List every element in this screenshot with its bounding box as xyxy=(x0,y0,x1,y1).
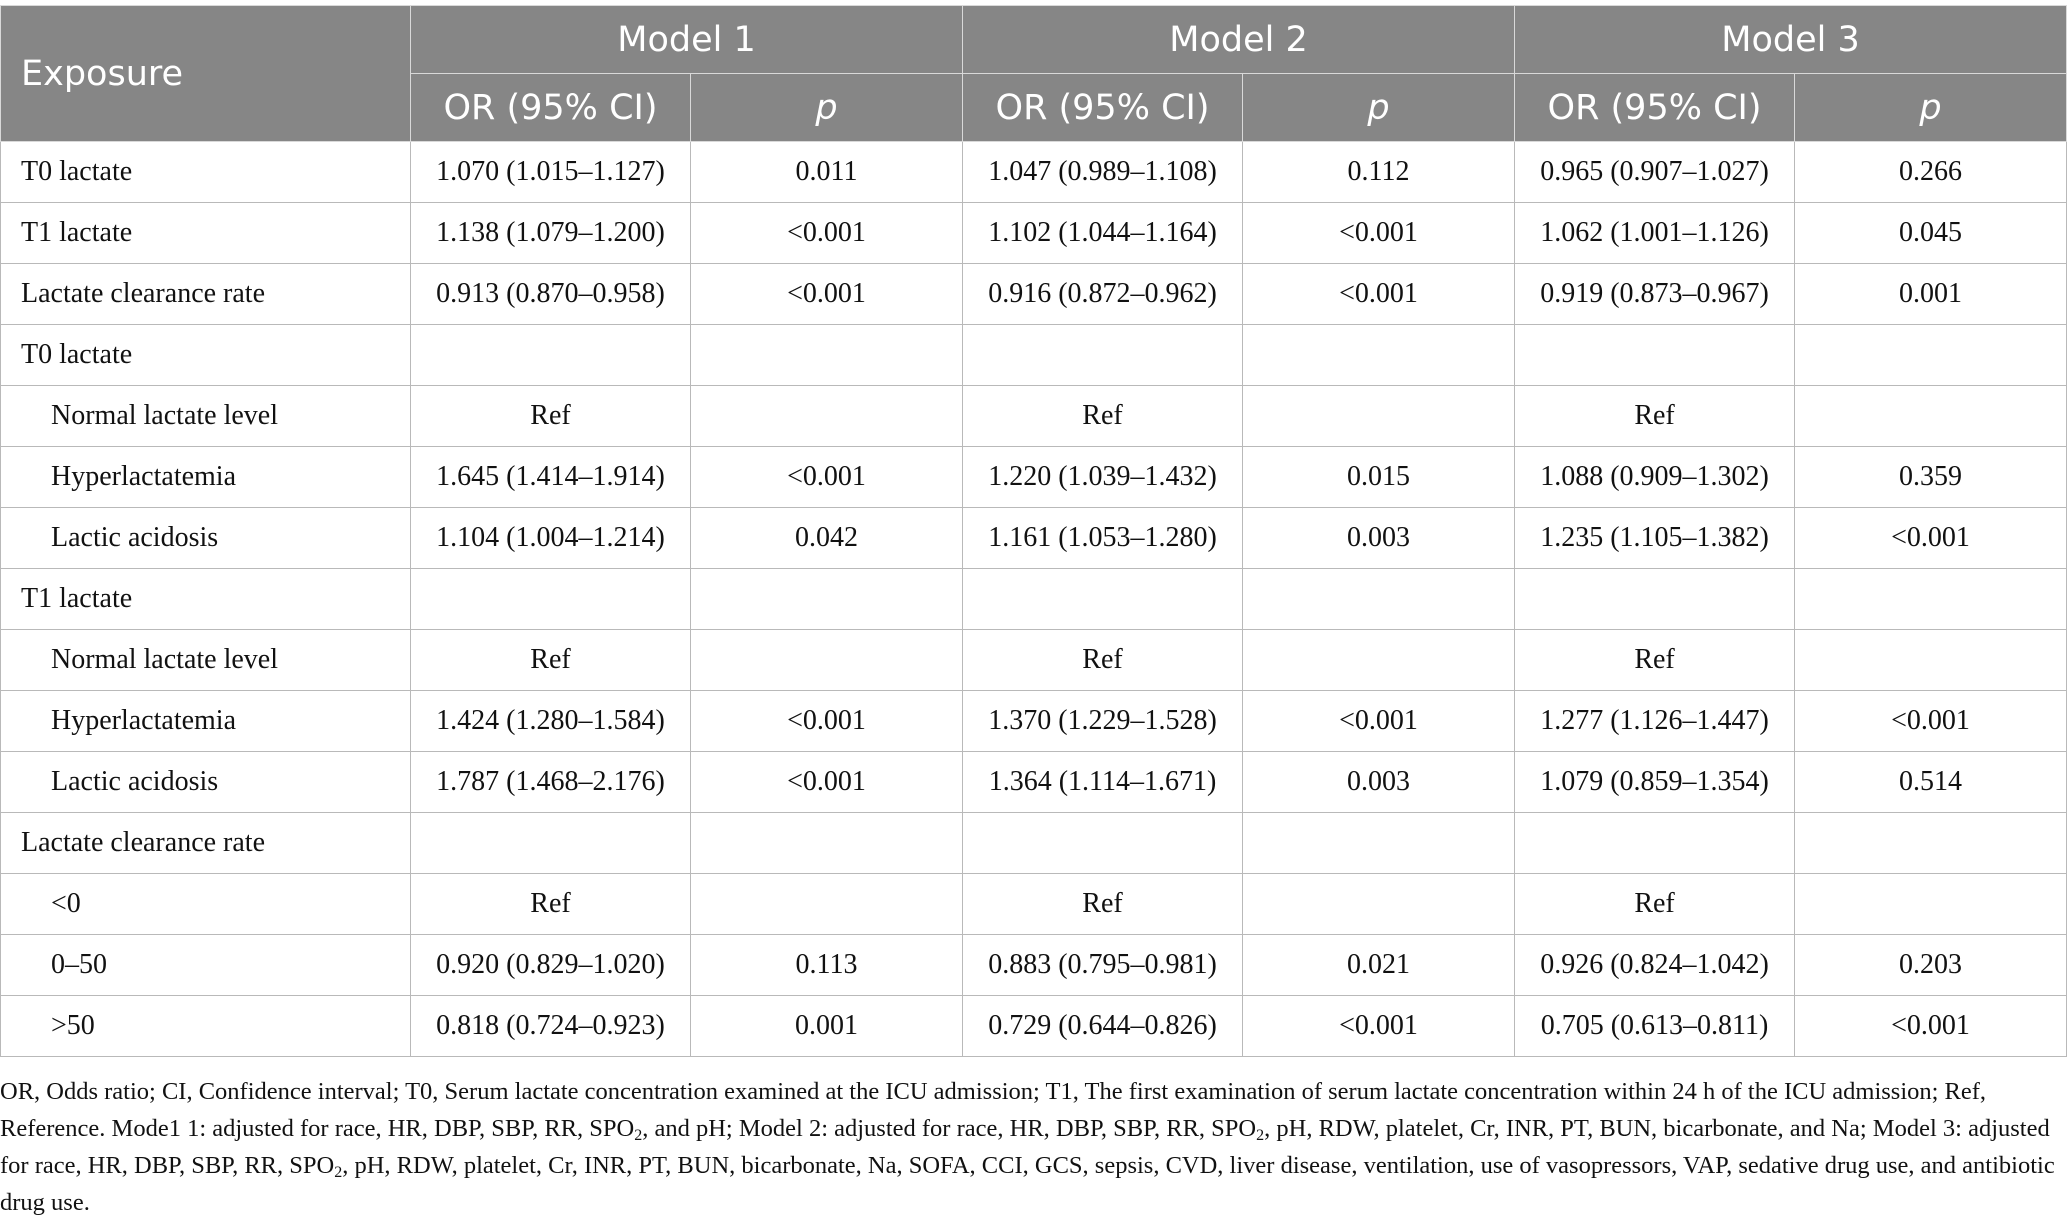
or-ci-cell: 0.913 (0.870–0.958) xyxy=(411,264,691,325)
p-value-cell: <0.001 xyxy=(691,752,963,813)
or-ci-cell: 0.818 (0.724–0.923) xyxy=(411,996,691,1057)
p-value-cell: 0.042 xyxy=(691,508,963,569)
p-value-cell xyxy=(1795,386,2067,447)
or-ci-cell: 1.364 (1.114–1.671) xyxy=(963,752,1243,813)
p-value-header: p xyxy=(1795,74,2067,142)
or-ci-cell: Ref xyxy=(963,630,1243,691)
row-label: Lactate clearance rate xyxy=(1,264,411,325)
or-ci-cell: Ref xyxy=(1515,874,1795,935)
p-value-cell: 0.113 xyxy=(691,935,963,996)
or-ci-header: OR (95% CI) xyxy=(411,74,691,142)
p-value-cell: <0.001 xyxy=(1795,996,2067,1057)
or-ci-cell: 1.220 (1.039–1.432) xyxy=(963,447,1243,508)
footnote-text: OR, Odds ratio; CI, Confidence interval; T0, Serum lactate concentration examined at the ICU admission; T1, The first examination of serum lactate concentration within 24 h of the ICU admission; Ref, Reference. Mode1 1: adjusted for race, HR, DBP, SBP, RR, SPO xyxy=(0,1078,1987,1142)
p-value-cell: <0.001 xyxy=(691,691,963,752)
row-label: T0 lactate xyxy=(1,325,411,386)
p-value-cell: 0.112 xyxy=(1243,142,1515,203)
row-label: <0 xyxy=(1,874,411,935)
subscript: 2 xyxy=(1256,1127,1265,1144)
or-ci-header: OR (95% CI) xyxy=(963,74,1243,142)
row-label: 0–50 xyxy=(1,935,411,996)
row-label: T0 lactate xyxy=(1,142,411,203)
p-value-cell xyxy=(1795,813,2067,874)
or-ci-cell xyxy=(411,325,691,386)
subscript: 2 xyxy=(334,1164,343,1181)
p-value-cell: 0.203 xyxy=(1795,935,2067,996)
table-row xyxy=(1,325,2067,386)
p-value-cell: 0.001 xyxy=(691,996,963,1057)
or-ci-cell xyxy=(1515,569,1795,630)
table-row xyxy=(1,630,2067,691)
p-value-cell xyxy=(691,874,963,935)
or-ci-cell: 1.787 (1.468–2.176) xyxy=(411,752,691,813)
row-label: Normal lactate level xyxy=(1,630,411,691)
p-value-cell: 0.045 xyxy=(1795,203,2067,264)
model-2-header: Model 2 xyxy=(963,6,1515,74)
row-label: T1 lactate xyxy=(1,569,411,630)
or-ci-cell xyxy=(1515,325,1795,386)
p-value-cell: <0.001 xyxy=(691,264,963,325)
footnote-text: , pH, RDW, platelet, Cr, INR, PT, BUN, bicarbonate, and Na; Model 3: adjusted for race, HR, DBP, SBP, RR, SPO xyxy=(0,1115,2050,1179)
or-ci-cell xyxy=(411,569,691,630)
table-row xyxy=(1,935,2067,996)
or-ci-cell: 0.729 (0.644–0.826) xyxy=(963,996,1243,1057)
p-value-cell xyxy=(1243,325,1515,386)
row-label: T1 lactate xyxy=(1,203,411,264)
or-ci-cell: Ref xyxy=(963,874,1243,935)
table-row xyxy=(1,264,2067,325)
or-ci-cell: Ref xyxy=(411,386,691,447)
p-value-cell xyxy=(1243,874,1515,935)
table-footnote xyxy=(0,1073,2055,1221)
p-value-cell: <0.001 xyxy=(691,447,963,508)
or-ci-cell: Ref xyxy=(411,874,691,935)
row-label: Hyperlactatemia xyxy=(1,447,411,508)
table-row xyxy=(1,996,2067,1057)
p-value-cell: 0.266 xyxy=(1795,142,2067,203)
or-ci-cell: 0.883 (0.795–0.981) xyxy=(963,935,1243,996)
p-value-cell xyxy=(1243,630,1515,691)
exposure-header: Exposure xyxy=(1,6,411,142)
p-value-cell xyxy=(1243,569,1515,630)
results-table-container xyxy=(0,5,2068,1057)
p-value-cell: <0.001 xyxy=(1243,264,1515,325)
p-value-cell: <0.001 xyxy=(1243,203,1515,264)
table-row xyxy=(1,508,2067,569)
or-ci-cell: 1.062 (1.001–1.126) xyxy=(1515,203,1795,264)
p-value-cell: 0.015 xyxy=(1243,447,1515,508)
p-value-cell: <0.001 xyxy=(1243,996,1515,1057)
p-value-cell: 0.003 xyxy=(1243,752,1515,813)
or-ci-cell: 0.926 (0.824–1.042) xyxy=(1515,935,1795,996)
row-label: Lactic acidosis xyxy=(1,508,411,569)
p-value-cell: 0.001 xyxy=(1795,264,2067,325)
or-ci-header: OR (95% CI) xyxy=(1515,74,1795,142)
p-value-cell: 0.021 xyxy=(1243,935,1515,996)
p-value-cell: 0.359 xyxy=(1795,447,2067,508)
or-ci-cell: 1.079 (0.859–1.354) xyxy=(1515,752,1795,813)
or-ci-cell: 1.161 (1.053–1.280) xyxy=(963,508,1243,569)
or-ci-cell xyxy=(963,325,1243,386)
or-ci-cell: 1.088 (0.909–1.302) xyxy=(1515,447,1795,508)
or-ci-cell: 1.104 (1.004–1.214) xyxy=(411,508,691,569)
model-3-header: Model 3 xyxy=(1515,6,2067,74)
or-ci-cell: 1.138 (1.079–1.200) xyxy=(411,203,691,264)
or-ci-cell: 0.919 (0.873–0.967) xyxy=(1515,264,1795,325)
or-ci-cell xyxy=(411,813,691,874)
p-value-cell xyxy=(691,813,963,874)
table-row xyxy=(1,691,2067,752)
p-value-cell: 0.011 xyxy=(691,142,963,203)
p-value-cell: <0.001 xyxy=(691,203,963,264)
p-value-cell xyxy=(691,386,963,447)
or-ci-cell: Ref xyxy=(963,386,1243,447)
p-value-cell: <0.001 xyxy=(1795,691,2067,752)
p-value-cell xyxy=(691,630,963,691)
p-value-cell xyxy=(1795,569,2067,630)
row-label: >50 xyxy=(1,996,411,1057)
p-value-cell xyxy=(1243,386,1515,447)
row-label: Lactate clearance rate xyxy=(1,813,411,874)
or-ci-cell xyxy=(963,813,1243,874)
or-ci-cell xyxy=(1515,813,1795,874)
table-row xyxy=(1,752,2067,813)
or-ci-cell: Ref xyxy=(411,630,691,691)
p-value-cell: <0.001 xyxy=(1795,508,2067,569)
or-ci-cell: 1.277 (1.126–1.447) xyxy=(1515,691,1795,752)
or-ci-cell: 0.920 (0.829–1.020) xyxy=(411,935,691,996)
table-body xyxy=(1,142,2067,1057)
table-row xyxy=(1,569,2067,630)
or-ci-cell: 1.235 (1.105–1.382) xyxy=(1515,508,1795,569)
table-row xyxy=(1,203,2067,264)
or-ci-cell: Ref xyxy=(1515,630,1795,691)
or-ci-cell: 0.916 (0.872–0.962) xyxy=(963,264,1243,325)
p-value-header: p xyxy=(691,74,963,142)
table-row xyxy=(1,874,2067,935)
or-ci-cell: 0.965 (0.907–1.027) xyxy=(1515,142,1795,203)
row-label: Normal lactate level xyxy=(1,386,411,447)
p-value-cell xyxy=(691,569,963,630)
row-label: Lactic acidosis xyxy=(1,752,411,813)
or-ci-cell: 1.424 (1.280–1.584) xyxy=(411,691,691,752)
odds-ratio-table xyxy=(0,5,2067,1057)
or-ci-cell: 1.102 (1.044–1.164) xyxy=(963,203,1243,264)
p-value-cell xyxy=(1795,874,2067,935)
table-row xyxy=(1,142,2067,203)
table-row xyxy=(1,386,2067,447)
or-ci-cell: 0.705 (0.613–0.811) xyxy=(1515,996,1795,1057)
p-value-cell xyxy=(1795,325,2067,386)
subscript: 2 xyxy=(634,1127,643,1144)
footnote-text: , and pH; Model 2: adjusted for race, HR, DBP, SBP, RR, SPO xyxy=(642,1115,1257,1142)
p-value-cell xyxy=(1795,630,2067,691)
or-ci-cell: 1.370 (1.229–1.528) xyxy=(963,691,1243,752)
header-row-models xyxy=(1,6,2067,74)
or-ci-cell: Ref xyxy=(1515,386,1795,447)
table-row xyxy=(1,447,2067,508)
p-value-cell: <0.001 xyxy=(1243,691,1515,752)
or-ci-cell: 1.070 (1.015–1.127) xyxy=(411,142,691,203)
row-label: Hyperlactatemia xyxy=(1,691,411,752)
model-1-header: Model 1 xyxy=(411,6,963,74)
table-row xyxy=(1,813,2067,874)
p-value-cell xyxy=(691,325,963,386)
p-value-cell: 0.003 xyxy=(1243,508,1515,569)
p-value-cell: 0.514 xyxy=(1795,752,2067,813)
or-ci-cell xyxy=(963,569,1243,630)
p-value-cell xyxy=(1243,813,1515,874)
footnote-text: , pH, RDW, platelet, Cr, INR, PT, BUN, bicarbonate, Na, SOFA, CCI, GCS, sepsis, CVD, liver disease, ventilation, use of vasopressors, VAP, sedative drug use, and antibiotic drug use. xyxy=(0,1152,2055,1216)
or-ci-cell: 1.645 (1.414–1.914) xyxy=(411,447,691,508)
p-value-header: p xyxy=(1243,74,1515,142)
or-ci-cell: 1.047 (0.989–1.108) xyxy=(963,142,1243,203)
